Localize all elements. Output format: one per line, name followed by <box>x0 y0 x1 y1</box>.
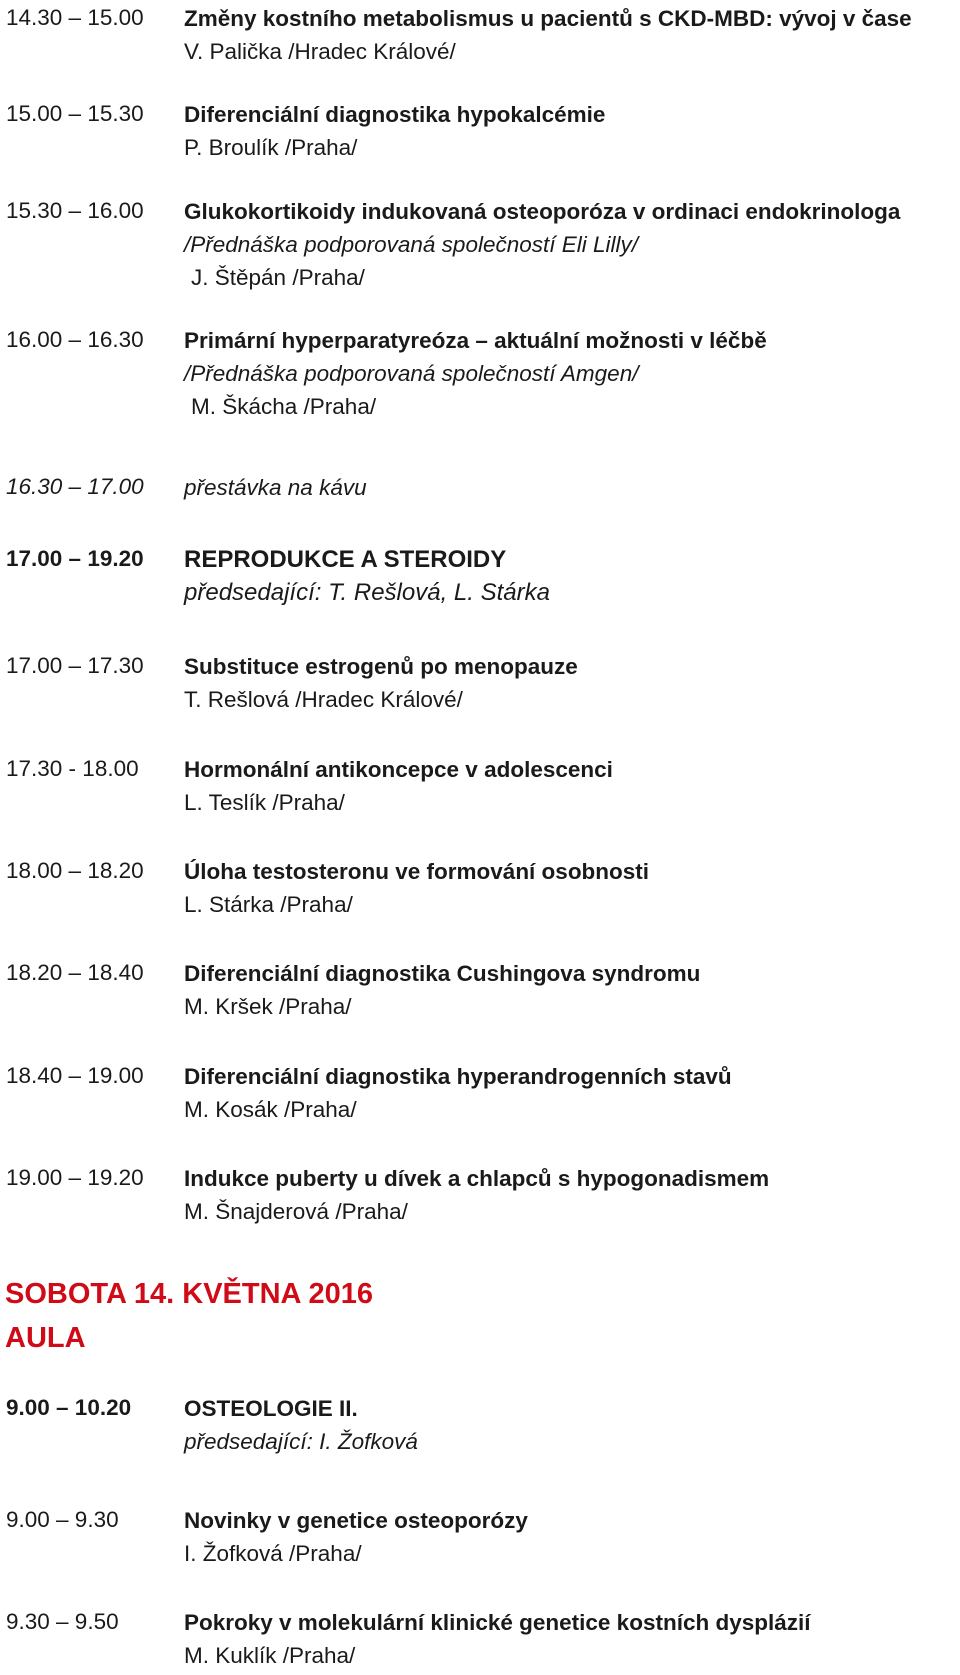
item-speaker: M. Kosák /Praha/ <box>184 1097 357 1122</box>
section-chairs: předsedající: I. Žofková <box>184 1429 418 1454</box>
item-time: 15.30 – 16.00 <box>6 198 144 223</box>
item-time: 18.20 – 18.40 <box>6 960 144 985</box>
item-note: /Přednáška podporovaná společností Eli Lilly/ <box>184 232 639 257</box>
item-speaker: M. Šnajderová /Praha/ <box>184 1199 408 1224</box>
item-title: Diferenciální diagnostika Cushingova syndromu <box>184 961 701 986</box>
item-speaker: M. Kuklík /Praha/ <box>184 1643 356 1668</box>
item-title: Pokroky v molekulární klinické genetice kostních dysplázií <box>184 1610 811 1635</box>
day-heading: SOBOTA 14. KVĚTNA 2016 <box>5 1278 373 1310</box>
item-title: Diferenciální diagnostika hypokalcémie <box>184 102 606 127</box>
item-time: 16.00 – 16.30 <box>6 327 144 352</box>
item-time: 15.00 – 15.30 <box>6 101 144 126</box>
item-title: Substituce estrogenů po menopauze <box>184 654 578 679</box>
item-speaker: T. Rešlová /Hradec Králové/ <box>184 687 463 712</box>
item-title: Glukokortikoidy indukovaná osteoporóza v ordinaci endokrinologa <box>184 199 901 224</box>
item-speaker: J. Štěpán /Praha/ <box>191 265 365 290</box>
section-time: 17.00 – 19.20 <box>6 546 144 571</box>
section-title: OSTEOLOGIE II. <box>184 1396 358 1421</box>
item-time: 16.30 – 17.00 <box>6 474 144 499</box>
item-time: 9.00 – 9.30 <box>6 1507 119 1532</box>
item-speaker: I. Žofková /Praha/ <box>184 1541 362 1566</box>
item-time: 17.30 - 18.00 <box>6 756 139 781</box>
item-title: Novinky v genetice osteoporózy <box>184 1508 528 1533</box>
section-time: 9.00 – 10.20 <box>6 1395 132 1420</box>
item-title: Diferenciální diagnostika hyperandrogenních stavů <box>184 1064 732 1089</box>
item-speaker: L. Stárka /Praha/ <box>184 892 353 917</box>
item-title: Primární hyperparatyreóza – aktuální možnosti v léčbě <box>184 328 767 353</box>
item-time: 18.40 – 19.00 <box>6 1063 144 1088</box>
section-title: REPRODUKCE A STEROIDY <box>184 546 507 573</box>
item-time: 14.30 – 15.00 <box>6 5 144 30</box>
item-time: 9.30 – 9.50 <box>6 1609 119 1634</box>
item-speaker: V. Palička /Hradec Králové/ <box>184 39 456 64</box>
item-title: Indukce puberty u dívek a chlapců s hypogonadismem <box>184 1166 770 1191</box>
item-speaker: P. Broulík /Praha/ <box>184 135 358 160</box>
item-speaker: L. Teslík /Praha/ <box>184 790 345 815</box>
item-time: 17.00 – 17.30 <box>6 653 144 678</box>
item-speaker: M. Škácha /Praha/ <box>191 394 377 419</box>
item-time: 19.00 – 19.20 <box>6 1165 144 1190</box>
item-title: Hormonální antikoncepce v adolescenci <box>184 757 613 782</box>
item-time: 18.00 – 18.20 <box>6 858 144 883</box>
break-label: přestávka na kávu <box>184 475 367 500</box>
room-heading: AULA <box>5 1322 86 1354</box>
item-speaker: M. Kršek /Praha/ <box>184 994 352 1019</box>
section-chairs: předsedající: T. Rešlová, L. Stárka <box>184 579 550 606</box>
item-title: Úloha testosteronu ve formování osobnosti <box>184 859 650 884</box>
item-title: Změny kostního metabolismus u pacientů s CKD-MBD: vývoj v čase <box>184 6 912 31</box>
item-note: /Přednáška podporovaná společností Amgen/ <box>184 361 639 386</box>
